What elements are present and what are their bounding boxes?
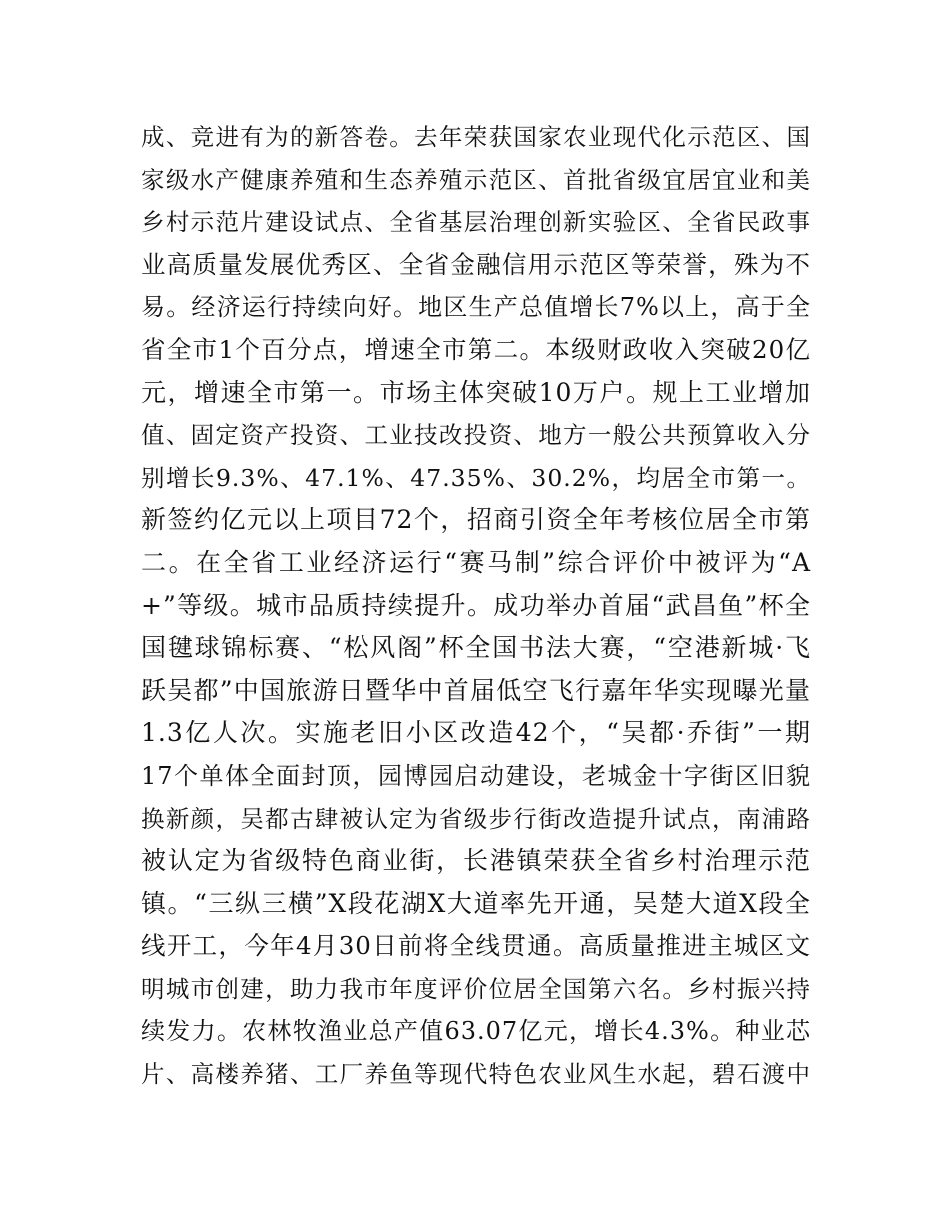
text-line: 别增长9.3%、47.1%、47.35%、30.2%，均居全市第一。 <box>141 463 811 492</box>
text-line: 元，增速全市第一。市场主体突破10万户。规上工业增加 <box>141 377 811 407</box>
text-line: 家级水产健康养殖和生态养殖示范区、首批省级宜居宜业和美 <box>141 165 811 194</box>
text-line: 片、高楼养猪、工厂养鱼等现代特色农业风生水起，碧石渡中 <box>141 1060 811 1089</box>
text-line: 被认定为省级特色商业街，长港镇荣获全省乡村治理示范 <box>141 846 811 876</box>
text-line: 17个单体全面封顶，园博园启动建设，老城金十字街区旧貌 <box>141 761 811 790</box>
text-line: 成、竞进有为的新答卷。去年荣获国家农业现代化示范区、国 <box>141 123 811 151</box>
text-line: +”等级。城市品质持续提升。成功举办首届“武昌鱼”杯全 <box>141 590 811 620</box>
text-line: 明城市创建，助力我市年度评价位居全国第六名。乡村振兴持 <box>141 974 811 1003</box>
text-line: 线开工，今年4月30日前将全线贯通。高质量推进主城区文 <box>141 931 811 961</box>
text-line: 国毽球锦标赛、“松风阁”杯全国书法大赛，“空港新城·飞 <box>141 633 811 663</box>
text-line: 镇。“三纵三横”X段花湖X大道率先开通，吴楚大道X段全 <box>141 888 811 918</box>
text-line: 乡村示范片建设试点、全省基层治理创新实验区、全省民政事 <box>141 208 811 237</box>
text-line: 1.3亿人次。实施老旧小区改造42个，“吴都·乔街”一期 <box>141 718 811 748</box>
text-line: 二。在全省工业经济运行“赛马制”综合评价中被评为“A <box>141 547 811 577</box>
body-text <box>141 116 811 1096</box>
text-line: 续发力。农林牧渔业总产值63.07亿元，增长4.3%。种业芯 <box>141 1017 811 1046</box>
text-line: 跃吴都”中国旅游日暨华中首届低空飞行嘉年华实现曝光量 <box>141 675 811 705</box>
text-line: 业高质量发展优秀区、全省金融信用示范区等荣誉，殊为不 <box>141 249 811 279</box>
text-line: 换新颜，吴都古肆被认定为省级步行街改造提升试点，南浦路 <box>141 804 811 833</box>
text-line: 易。经济运行持续向好。地区生产总值增长7%以上，高于全 <box>141 293 811 322</box>
text-line: 新签约亿元以上项目72个，招商引资全年考核位居全市第 <box>141 505 811 535</box>
text-line: 值、固定资产投资、工业技改投资、地方一般公共预算收入分 <box>141 421 811 450</box>
text-line: 省全市1个百分点，增速全市第二。本级财政收入突破20亿 <box>141 334 811 364</box>
